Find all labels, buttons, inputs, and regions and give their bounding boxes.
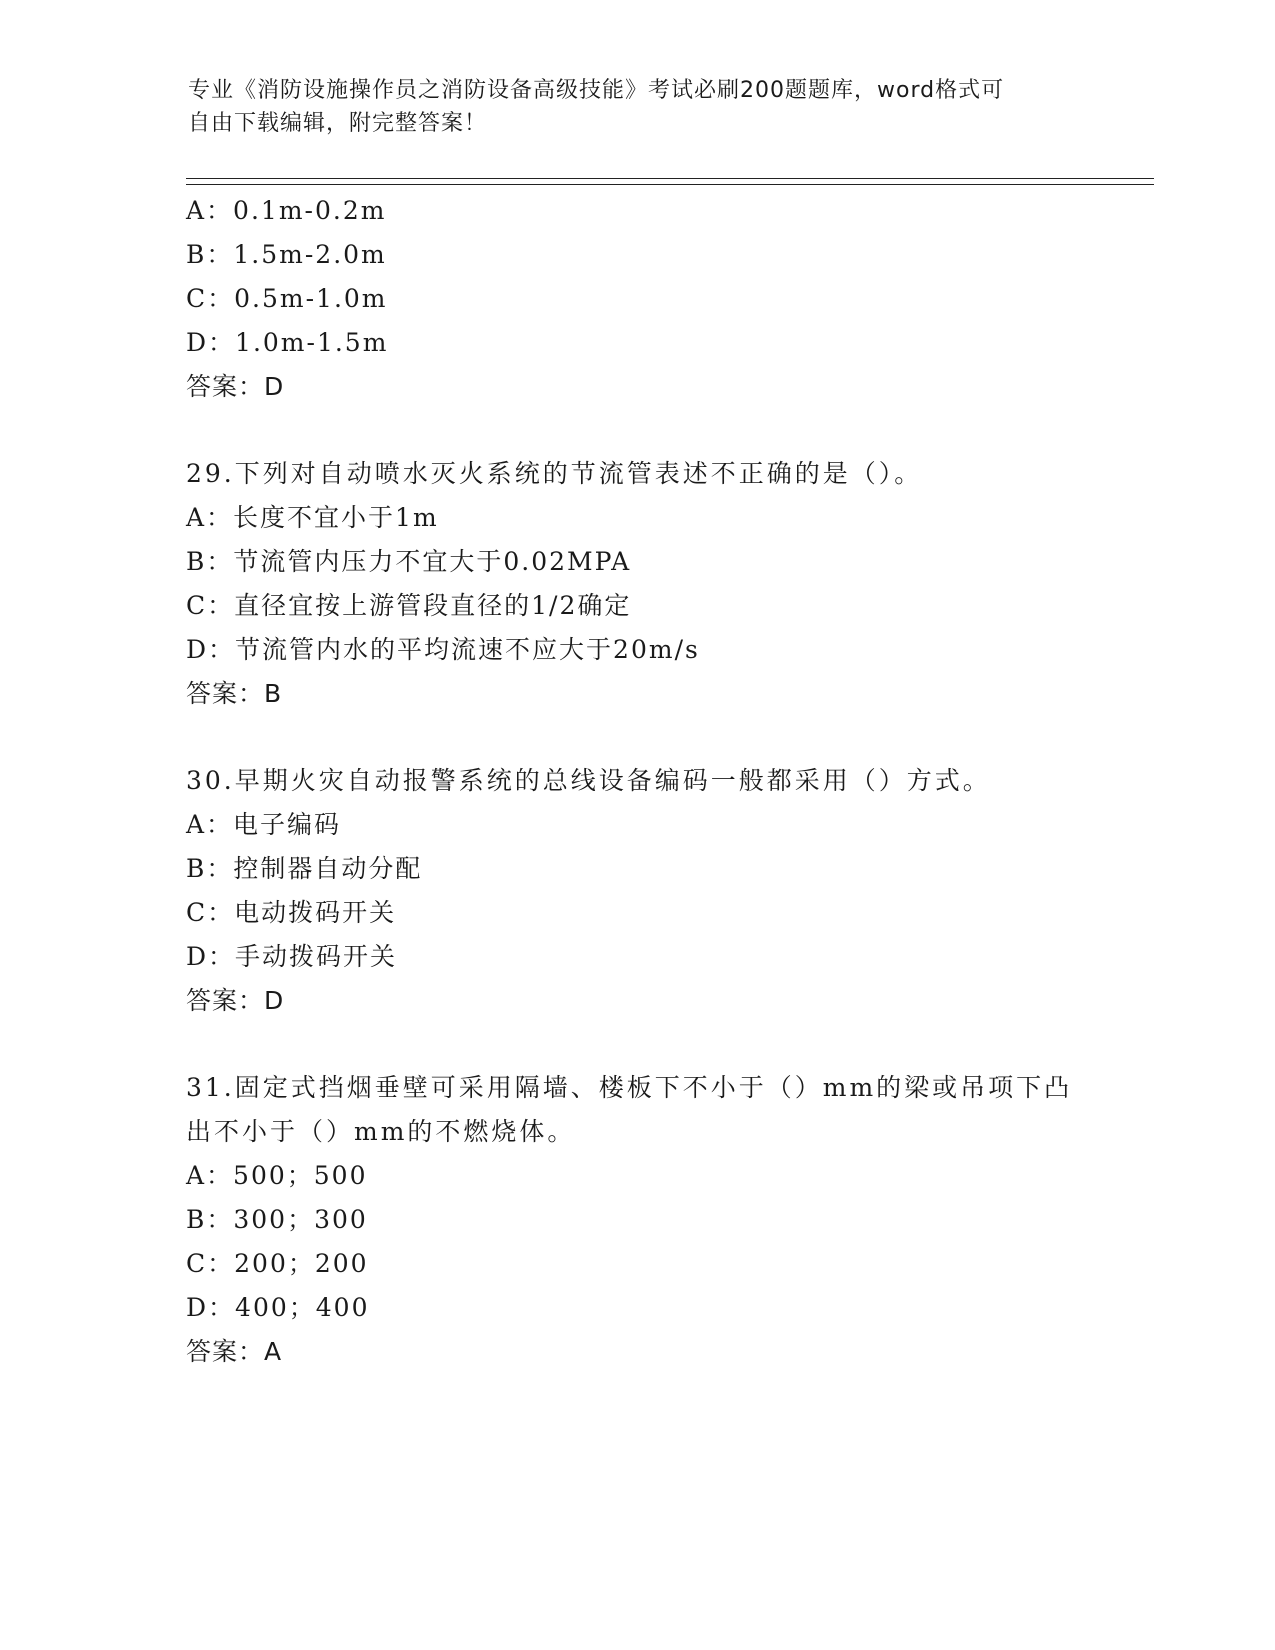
question-31-stem-line-2: 出不小于（）mm的不燃烧体。 — [186, 1117, 576, 1146]
q31-option-c: C：200；200 — [186, 1249, 369, 1278]
q31-option-b: B：300；300 — [186, 1205, 368, 1234]
q30-option-d: D：手动拨码开关 — [186, 942, 398, 971]
header-line-1: 专业《消防设施操作员之消防设备高级技能》考试必刷200题题库，word格式可 — [188, 78, 1005, 103]
q29-option-b: B：节流管内压力不宜大于0.02MPA — [186, 547, 632, 576]
document-header — [188, 74, 1088, 140]
header-divider-top — [186, 178, 1154, 179]
header-line-2: 自由下载编辑，附完整答案！ — [188, 111, 488, 136]
question-29-stem: 29.下列对自动喷水灭火系统的节流管表述不正确的是（）。 — [186, 459, 923, 488]
q30-option-a: A：电子编码 — [186, 810, 342, 839]
q30-option-b: B：控制器自动分配 — [186, 854, 423, 883]
option-b: B：1.5m-2.0m — [186, 240, 387, 269]
q29-answer: 答案：B — [186, 679, 283, 708]
question-31-stem-line-1: 31.固定式挡烟垂壁可采用隔墙、楼板下不小于（）mm的梁或吊项下凸 — [186, 1073, 1073, 1102]
q30-answer: 答案：D — [186, 986, 285, 1015]
q29-option-c: C：直径宜按上游管段直径的1/2确定 — [186, 591, 632, 620]
answer-line: 答案：D — [186, 372, 285, 401]
q31-option-d: D：400；400 — [186, 1293, 370, 1322]
option-d: D：1.0m-1.5m — [186, 328, 389, 357]
q29-option-d: D：节流管内水的平均流速不应大于20m/s — [186, 635, 700, 664]
q30-option-c: C：电动拨码开关 — [186, 898, 397, 927]
option-c: C：0.5m-1.0m — [186, 284, 388, 313]
option-a: A：0.1m-0.2m — [186, 196, 387, 225]
q29-option-a: A：长度不宜小于1m — [186, 503, 439, 532]
header-divider-bottom — [186, 184, 1154, 185]
question-30-stem: 30.早期火灾自动报警系统的总线设备编码一般都采用（）方式。 — [186, 766, 991, 795]
q31-answer: 答案：A — [186, 1337, 283, 1366]
q31-option-a: A：500；500 — [186, 1161, 368, 1190]
